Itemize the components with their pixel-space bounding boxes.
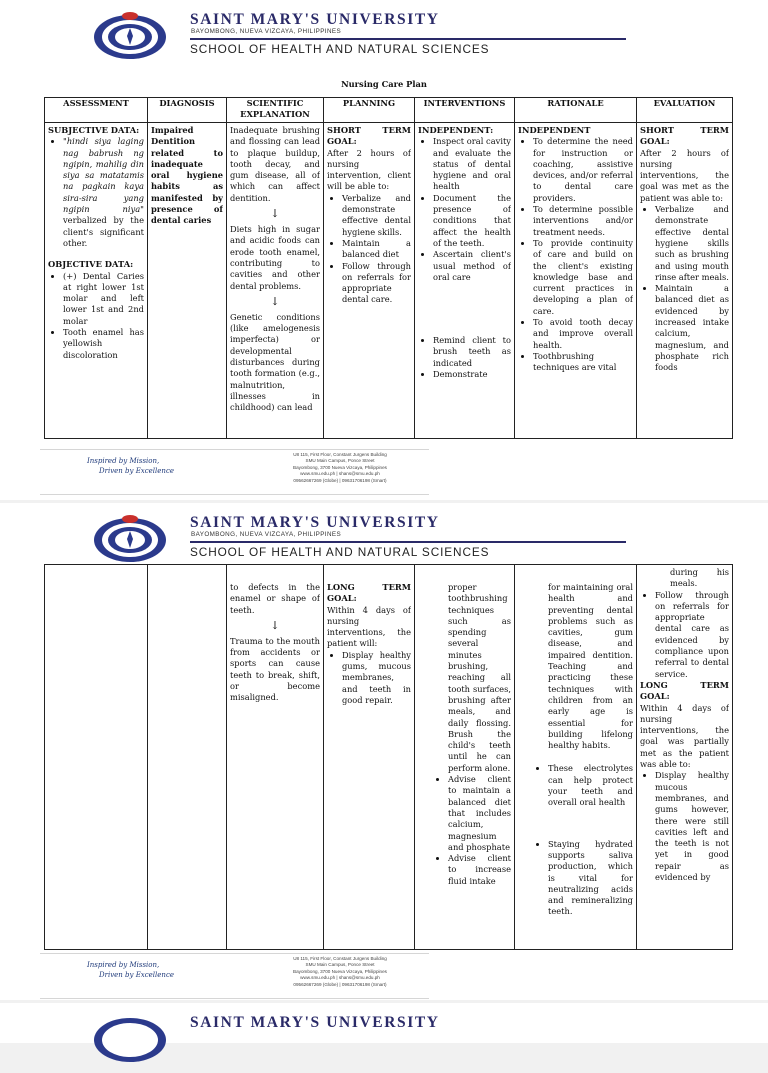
planning-intro: After 2 hours of nursing intervention, client will be able to: xyxy=(327,147,411,192)
explanation-paragraph: to defects in the enamel or shape of teeth. xyxy=(230,582,320,615)
intervention-item: • Demonstrate xyxy=(433,369,511,380)
page-3 xyxy=(0,1003,768,1043)
address-line: Bayombong, 3700 Nueva Vizcaya, Philippines xyxy=(293,464,387,470)
evaluation-item: • Verbalize and demonstrate effective dental hygiene skills such as brushing and using mouth rinse after meals. xyxy=(655,204,729,283)
intervention-item: • Remind client to brush teeth as indicated xyxy=(433,335,511,369)
address-line: www.smu.edu.ph | shans@smu.edu.ph xyxy=(300,975,380,981)
table-header-row xyxy=(45,98,733,123)
evaluation-continued: during his meals. xyxy=(670,567,729,589)
university-seal-icon xyxy=(93,1013,167,1067)
diagnosis-cell xyxy=(148,123,227,439)
rationale-item: • To provide continuity of care and build on the client's existing knowledge base and current practices in developing a plan of care. xyxy=(533,238,633,317)
address-line: SMU Main Campus, Ponce Street xyxy=(305,962,375,968)
interventions-cell xyxy=(415,123,515,439)
objective-label: OBJECTIVE DATA: xyxy=(48,259,134,270)
motto-line: Inspired by Mission, xyxy=(87,961,160,969)
intervention-item: • Document the presence of conditions that affect the health of the teeth. xyxy=(433,193,511,249)
rationale-item: • To determine possible interventions and/or treatment needs. xyxy=(533,204,633,238)
evaluation-cell xyxy=(637,565,733,950)
col-assessment: ASSESSMENT xyxy=(45,98,148,123)
university-seal-icon xyxy=(93,10,167,64)
motto-line: Driven by Excellence xyxy=(99,467,175,475)
intervention-item: • Ascertain client's usual method of oral care xyxy=(433,249,511,283)
explanation-paragraph: Genetic conditions (like amelogenesis imperfecta) or developmental disturbances during tooth formation (e.g., malnutrition, illnesses in childhood) can lead xyxy=(230,311,320,413)
explanation-paragraph: Trauma to the mouth from accidents or sports can cause teeth to break, shift, or become misaligned. xyxy=(230,635,320,703)
document-title: Nursing Care Plan xyxy=(341,79,427,89)
explanation-cell xyxy=(227,123,324,439)
address-line: SMU Main Campus, Ponce Street xyxy=(305,458,375,464)
rationale-item: • To determine the need for instruction or coaching, assistive devices, and/or referral to dental care providers. xyxy=(533,136,633,204)
evaluation-label: SHORT TERM GOAL: xyxy=(640,125,729,147)
down-arrow-icon: ↓ xyxy=(270,618,280,632)
intervention-item: • Advise client to increase fluid intake xyxy=(448,853,511,887)
subjective-tail: verbalized by the client's significant other. xyxy=(63,215,144,248)
page-footer xyxy=(40,953,429,999)
table-row xyxy=(45,565,733,950)
rationale-item: • Toothbrushing techniques are vital xyxy=(533,351,633,374)
letterhead xyxy=(0,1003,768,1073)
university-name: SAINT MARY'S UNIVERSITY xyxy=(190,1014,440,1031)
planning-label: SHORT TERM GOAL: xyxy=(327,125,411,147)
diagnosis-cell xyxy=(148,565,227,950)
down-arrow-icon: ↓ xyxy=(270,207,280,221)
intervention-continued: proper toothbrushing techniques such as spending several minutes brushing, reaching all tooth surfaces, brushing after meals, and daily flossing. Brush the child's teeth until he can perform alone. xyxy=(448,582,511,773)
page-1 xyxy=(0,0,768,500)
planning-item: • Follow through on referrals for appropriate dental care. xyxy=(342,261,411,306)
rationale-cell xyxy=(515,565,637,950)
down-arrow-icon: ↓ xyxy=(270,294,280,308)
planning-item: • Display healthy gums, mucous membranes, and teeth in good repair. xyxy=(342,650,411,706)
address-line: www.smu.edu.ph | shans@smu.edu.ph xyxy=(300,471,380,477)
subjective-item xyxy=(63,136,144,249)
col-evaluation: EVALUATION xyxy=(637,98,733,123)
explanation-paragraph: Diets high in sugar and acidic foods can erode tooth enamel, contributing to cavities and other dental problems. xyxy=(230,224,320,291)
university-name: SAINT MARY'S UNIVERSITY xyxy=(190,11,440,28)
interventions-cell xyxy=(415,565,515,950)
care-plan-table-continued xyxy=(44,564,733,950)
header-rule xyxy=(190,541,626,543)
assessment-cell xyxy=(45,565,148,950)
rationale-cell xyxy=(515,123,637,439)
university-seal-icon xyxy=(93,513,167,567)
interventions-label: INDEPENDENT: xyxy=(418,125,494,135)
page-footer xyxy=(40,449,429,495)
subjective-quote: "hindi siya laging nag babrush ng ngipin, mahilig din siya sa matatamis na pagkain kaya sira-sira yang ngipin niya" xyxy=(63,136,144,215)
planning-label: LONG TERM GOAL: xyxy=(327,582,411,604)
rationale-item: • Staying hydrated supports saliva production, which is vital for neutralizing acids and remineralizing teeth. xyxy=(548,839,633,918)
footer-address xyxy=(255,452,425,484)
evaluation-item: • Follow through on referrals for appropriate dental care as evidenced by compliance upon referral to dental service. xyxy=(655,590,729,680)
planning-intro: Within 4 days of nursing interventions, the patient will: xyxy=(327,604,411,649)
letterhead xyxy=(0,0,768,70)
letterhead xyxy=(0,503,768,573)
intervention-item: • Inspect oral cavity and evaluate the status of dental hygiene and oral health xyxy=(433,136,511,192)
address-line: 09562667269 (Globe) | 09631706198 (Smart) xyxy=(293,477,387,483)
subjective-label: SUBJECTIVE DATA: xyxy=(48,125,140,135)
evaluation-intro: Within 4 days of nursing interventions, the goal was partially met as the patient was able to: xyxy=(640,702,729,770)
footer-motto xyxy=(87,960,174,980)
col-planning: PLANNING xyxy=(324,98,415,123)
col-rationale: RATIONALE xyxy=(515,98,637,123)
school-name: SCHOOL OF HEALTH AND NATURAL SCIENCES xyxy=(190,42,490,56)
planning-item: • Maintain a balanced diet xyxy=(342,238,411,261)
school-name: SCHOOL OF HEALTH AND NATURAL SCIENCES xyxy=(190,545,490,559)
header-rule xyxy=(190,38,626,40)
address-line: Bayombong, 3700 Nueva Vizcaya, Philippines xyxy=(293,968,387,974)
explanation-paragraph: Inadequate brushing and flossing can lead to plaque buildup, tooth decay, and gum disease, all of which can affect dentition. xyxy=(230,125,320,203)
evaluation-item: • Display healthy mucous membranes, and gums however, there were still cavities left and the teeth is not yet in good repair as evidenced by xyxy=(655,770,729,883)
rationale-item: • These electrolytes can help protect your teeth and overall oral health xyxy=(548,763,633,808)
table-row xyxy=(45,123,733,439)
evaluation-cell xyxy=(637,123,733,439)
col-diagnosis: DIAGNOSIS xyxy=(148,98,227,123)
explanation-cell xyxy=(227,565,324,950)
motto-line: Inspired by Mission, xyxy=(87,457,160,465)
diagnosis-text: Impaired Dentition related to inadequate oral hygiene habits as manifested by presence of dental caries xyxy=(151,125,223,226)
address-line: U8 115, First Floor, Constant Jurgens Building xyxy=(293,452,387,457)
rationale-continued: for maintaining oral health and preventing dental problems such as cavities, gum disease, and impaired dentition. Teaching and practicing these techniques with children from an early age is essential for building lifelong healthy habits. xyxy=(548,582,633,751)
footer-address xyxy=(255,956,425,988)
address-line: U8 115, First Floor, Constant Jurgens Building xyxy=(293,956,387,961)
rationale-label: INDEPENDENT xyxy=(518,125,591,135)
intervention-item: • Advise client to maintain a balanced diet that includes calcium, magnesium and phosphate xyxy=(448,774,511,853)
university-location: BAYOMBONG, NUEVA VIZCAYA, PHILIPPINES xyxy=(191,531,342,538)
evaluation-item: • Maintain a balanced diet as evidenced by increased intake calcium, magnesium, and phosphate rich foods xyxy=(655,283,729,373)
objective-item: • Tooth enamel has yellowish discoloration xyxy=(63,327,144,361)
planning-item: • Verbalize and demonstrate effective dental hygiene skills. xyxy=(342,193,411,238)
evaluation-intro: After 2 hours of nursing interventions, the goal was met as the patient was able to: xyxy=(640,147,729,203)
planning-cell xyxy=(324,565,415,950)
care-plan-table xyxy=(44,97,733,439)
objective-item: • (+) Dental Caries at right lower 1st molar and left lower 1st and 2nd molar xyxy=(63,271,144,327)
col-interventions: INTERVENTIONS xyxy=(415,98,515,123)
rationale-item: • To avoid tooth decay and improve overall health. xyxy=(533,317,633,351)
university-name: SAINT MARY'S UNIVERSITY xyxy=(190,514,440,531)
address-line: 09562667269 (Globe) | 09631706198 (Smart) xyxy=(293,981,387,987)
page-2 xyxy=(0,503,768,1000)
evaluation-label: LONG TERM GOAL: xyxy=(640,679,729,702)
assessment-cell xyxy=(45,123,148,439)
motto-line: Driven by Excellence xyxy=(99,971,175,979)
col-explanation: SCIENTIFIC EXPLANATION xyxy=(227,98,324,123)
footer-motto xyxy=(87,456,174,476)
planning-cell xyxy=(324,123,415,439)
university-location: BAYOMBONG, NUEVA VIZCAYA, PHILIPPINES xyxy=(191,28,342,35)
